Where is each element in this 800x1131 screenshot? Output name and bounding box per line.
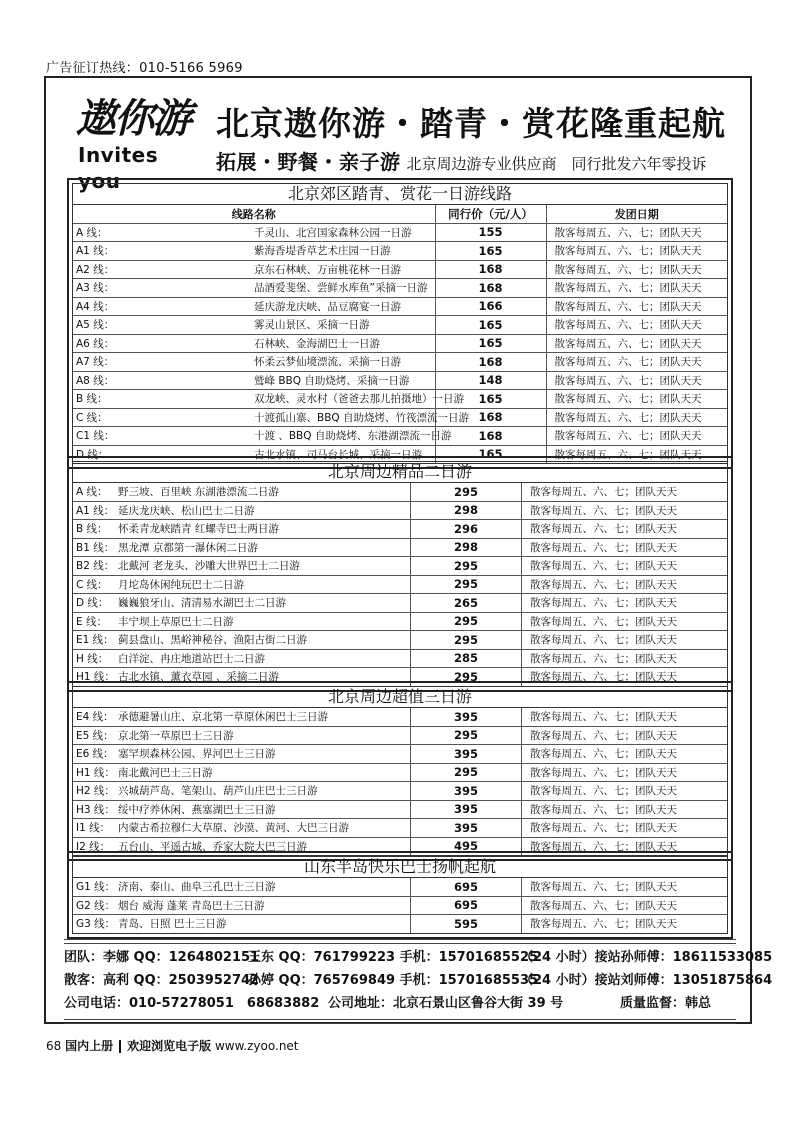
route-code: H2 线： bbox=[73, 782, 118, 801]
route-price: 295 bbox=[411, 612, 522, 631]
table-row bbox=[73, 279, 727, 298]
table-row bbox=[73, 371, 727, 390]
departure-dates: 散客每周五、六、七；团队天天 bbox=[546, 279, 727, 298]
departure-dates: 散客每周五、六、七；团队天天 bbox=[522, 483, 728, 501]
table-row bbox=[73, 501, 727, 520]
section-title: 山东半岛快乐巴士扬帆起航 bbox=[73, 857, 727, 878]
route-section bbox=[67, 681, 733, 861]
route-price: 395 bbox=[411, 708, 522, 726]
route-price: 165 bbox=[435, 316, 546, 335]
column-header-dates: 发团日期 bbox=[546, 205, 727, 223]
brand-name-cn: 遨你游 bbox=[76, 95, 190, 142]
route-price: 495 bbox=[411, 837, 522, 855]
route-code: A1 线： bbox=[73, 501, 118, 520]
page-number: 68 bbox=[46, 1039, 62, 1053]
route-section bbox=[67, 178, 733, 469]
route-section-inner bbox=[72, 461, 728, 687]
route-price: 165 bbox=[435, 445, 546, 463]
route-price: 395 bbox=[411, 782, 522, 801]
route-price: 295 bbox=[411, 557, 522, 576]
route-code: D 线： bbox=[73, 594, 118, 613]
departure-dates: 散客每周五、六、七；团队天天 bbox=[522, 763, 728, 782]
departure-dates: 散客每周五、六、七；团队天天 bbox=[546, 297, 727, 316]
contact-team-second: 王东 QQ：761799223 手机：15701685525 bbox=[248, 950, 539, 965]
route-price: 155 bbox=[435, 223, 546, 242]
route-code: E4 线： bbox=[73, 708, 118, 726]
route-table bbox=[73, 708, 727, 855]
departure-dates: 散客每周五、六、七；团队天天 bbox=[546, 445, 727, 463]
route-name: 京北第一草原巴士三日游 bbox=[118, 726, 411, 745]
route-price: 165 bbox=[435, 334, 546, 353]
route-name: 延庆龙庆峡、松山巴士二日游 bbox=[118, 501, 411, 520]
footer-url[interactable]: www.zyoo.net bbox=[214, 1039, 299, 1053]
route-price: 595 bbox=[411, 915, 522, 933]
table-row bbox=[73, 408, 727, 427]
table-row bbox=[73, 612, 727, 631]
route-code: A8 线： bbox=[73, 371, 254, 390]
route-name: 月坨岛休闲纯玩巴士二日游 bbox=[118, 575, 411, 594]
brand-logo bbox=[76, 95, 206, 193]
table-row bbox=[73, 878, 727, 896]
table-row bbox=[73, 594, 727, 613]
brand-name-en: Invites you bbox=[78, 143, 159, 193]
route-code: A7 线： bbox=[73, 353, 254, 372]
route-name: 怀柔云梦仙境漂流、采摘一日游 bbox=[254, 353, 435, 372]
route-code: C 线： bbox=[73, 575, 118, 594]
departure-dates: 散客每周五、六、七；团队天天 bbox=[522, 501, 728, 520]
route-price: 165 bbox=[435, 390, 546, 409]
route-name: 烟台 威海 蓬莱 青岛巴士三日游 bbox=[118, 896, 411, 915]
departure-dates: 散客每周五、六、七；团队天天 bbox=[522, 708, 728, 726]
route-code: E 线： bbox=[73, 612, 118, 631]
divider-bottom bbox=[64, 1019, 736, 1024]
table-row bbox=[73, 427, 727, 446]
route-section bbox=[67, 851, 733, 939]
contact-team-pickup: （24 小时）接站孙师傅：18611533085 bbox=[520, 950, 773, 965]
route-price: 168 bbox=[435, 353, 546, 372]
route-price: 695 bbox=[411, 878, 522, 896]
route-name: 十渡孤山寨、BBQ 自助烧烤、竹筏漂流一日游 bbox=[254, 408, 435, 427]
route-section-inner bbox=[72, 856, 728, 934]
table-row bbox=[73, 353, 727, 372]
route-code: A4 线： bbox=[73, 297, 254, 316]
route-code: I2 线： bbox=[76, 840, 111, 853]
departure-dates: 散客每周五、六、七；团队天天 bbox=[522, 896, 728, 915]
route-price: 265 bbox=[411, 594, 522, 613]
route-section bbox=[67, 456, 733, 692]
table-row bbox=[73, 726, 727, 745]
route-name: 千灵山、北宫国家森林公园一日游 bbox=[254, 223, 435, 242]
route-code: G2 线： bbox=[73, 896, 118, 915]
departure-dates: 散客每周五、六、七；团队天天 bbox=[522, 800, 728, 819]
route-name: 古北水镇、司马台长城、采摘一日游 bbox=[254, 448, 422, 461]
route-price: 168 bbox=[435, 427, 546, 446]
departure-dates: 散客每周五、六、七；团队天天 bbox=[522, 538, 728, 557]
subheadline-text: 北京周边游专业供应商 同行批发六年零投诉 bbox=[406, 155, 707, 173]
table-row bbox=[73, 745, 727, 764]
departure-dates: 散客每周五、六、七；团队天天 bbox=[546, 260, 727, 279]
route-name: 黑龙潭 京都第一瀑休闲二日游 bbox=[118, 538, 411, 557]
route-code: A2 线： bbox=[73, 260, 254, 279]
departure-dates: 散客每周五、六、七；团队天天 bbox=[546, 390, 727, 409]
footer-slogan: 欢迎浏览电子版 bbox=[127, 1039, 212, 1053]
departure-dates: 散客每周五、六、七；团队天天 bbox=[522, 782, 728, 801]
route-code: C1 线： bbox=[73, 427, 254, 446]
table-row bbox=[73, 242, 727, 261]
headline: 北京遨你游・踏青・赏花隆重起航 bbox=[216, 104, 726, 143]
route-code: A1 线： bbox=[73, 242, 254, 261]
route-price: 298 bbox=[411, 501, 522, 520]
footer-separator bbox=[119, 1040, 121, 1053]
route-price: 395 bbox=[411, 819, 522, 838]
ad-frame bbox=[44, 76, 773, 1024]
route-name: 济南、泰山、曲阜三孔巴士三日游 bbox=[118, 878, 411, 896]
route-name: 野三坡、百里峡 东湖港漂流二日游 bbox=[118, 483, 411, 501]
route-name: 内蒙古希拉穆仁大草原、沙漠、黄河、大巴三日游 bbox=[118, 819, 411, 838]
table-row bbox=[73, 520, 727, 539]
contact-individual-pickup: （24 小时）接站刘师傅：13051875864 bbox=[520, 973, 773, 988]
route-code: H1 线： bbox=[73, 763, 118, 782]
route-name: 双龙峡、灵水村（爸爸去那儿拍摄地）一日游 bbox=[254, 390, 435, 409]
route-code: A6 线： bbox=[73, 334, 254, 353]
section-title: 北京周边精品二日游 bbox=[73, 462, 727, 483]
route-price: 285 bbox=[411, 649, 522, 668]
route-code: D 线： bbox=[76, 448, 109, 461]
departure-dates: 散客每周五、六、七；团队天天 bbox=[546, 223, 727, 242]
route-code: B1 线： bbox=[73, 538, 118, 557]
table-row bbox=[73, 390, 727, 409]
departure-dates: 散客每周五、六、七；团队天天 bbox=[522, 668, 728, 686]
ad-hotline: 广告征订热线：010-5166 5969 bbox=[46, 61, 243, 76]
departure-dates: 散客每周五、六、七；团队天天 bbox=[546, 371, 727, 390]
table-row bbox=[73, 575, 727, 594]
route-code: G3 线： bbox=[76, 918, 116, 931]
departure-dates: 散客每周五、六、七；团队天天 bbox=[522, 819, 728, 838]
table-row bbox=[73, 800, 727, 819]
departure-dates: 散客每周五、六、七；团队天天 bbox=[546, 316, 727, 335]
route-name: 雾灵山景区、采摘一日游 bbox=[254, 316, 435, 335]
route-price: 695 bbox=[411, 896, 522, 915]
route-code: H1 线： bbox=[76, 671, 115, 684]
table-row bbox=[73, 896, 727, 915]
route-code: A5 线： bbox=[73, 316, 254, 335]
route-name: 怀柔青龙峡踏青 红螺寺巴士两日游 bbox=[118, 520, 411, 539]
departure-dates: 散客每周五、六、七；团队天天 bbox=[522, 594, 728, 613]
route-price: 295 bbox=[411, 763, 522, 782]
table-row bbox=[73, 631, 727, 650]
table-row bbox=[73, 915, 727, 933]
route-code: A 线： bbox=[73, 223, 254, 242]
route-name: 塞罕坝森林公园、界河巴士三日游 bbox=[118, 745, 411, 764]
route-table bbox=[73, 205, 727, 463]
route-price: 168 bbox=[435, 408, 546, 427]
route-name: 兴城葫芦岛、笔架山、葫芦山庄巴士三日游 bbox=[118, 782, 411, 801]
departure-dates: 散客每周五、六、七；团队天天 bbox=[522, 837, 728, 855]
subheadline bbox=[216, 146, 707, 175]
section-title: 北京周边超值三日游 bbox=[73, 687, 727, 708]
route-section-inner bbox=[72, 183, 728, 464]
departure-dates: 散客每周五、六、七；团队天天 bbox=[522, 915, 728, 933]
company-phone: 公司电话：010-57278051 68683882 bbox=[64, 996, 320, 1011]
section-title: 北京郊区踏青、赏花一日游线路 bbox=[73, 184, 727, 205]
route-name: 北戴河 老龙头、沙雕大世界巴士二日游 bbox=[118, 557, 411, 576]
departure-dates: 散客每周五、六、七；团队天天 bbox=[522, 726, 728, 745]
divider-top bbox=[64, 939, 736, 944]
route-name: 绥中疗养休闲、燕塞湖巴士三日游 bbox=[118, 800, 411, 819]
route-section-inner bbox=[72, 686, 728, 856]
route-name: 紫海香堤香草艺术庄园一日游 bbox=[254, 242, 435, 261]
route-price: 165 bbox=[435, 242, 546, 261]
table-row bbox=[73, 223, 727, 242]
departure-dates: 散客每周五、六、七；团队天天 bbox=[546, 353, 727, 372]
route-name: 白洋淀、冉庄地道站巴士二日游 bbox=[118, 649, 411, 668]
route-name: 石林峡、金海湖巴士一日游 bbox=[254, 334, 435, 353]
contact-individual-person: 散客：高利 QQ：2503952742 bbox=[64, 973, 260, 988]
route-code: E5 线： bbox=[73, 726, 118, 745]
departure-dates: 散客每周五、六、七；团队天天 bbox=[522, 878, 728, 896]
table-row bbox=[73, 483, 727, 501]
route-code: C 线： bbox=[73, 408, 254, 427]
route-name: 十渡 、BBQ 自助烧烤、东港湖漂流一日游 bbox=[254, 427, 435, 446]
route-price: 168 bbox=[435, 260, 546, 279]
table-row bbox=[73, 538, 727, 557]
route-table bbox=[73, 483, 727, 686]
subheadline-activities: 拓展・野餐・亲子游 bbox=[216, 150, 401, 174]
contact-individual-second: 孙婷 QQ：765769849 手机：15701685535 bbox=[248, 973, 539, 988]
route-name: 鹫峰 BBQ 自助烧烤、采摘一日游 bbox=[254, 371, 435, 390]
route-price: 295 bbox=[411, 483, 522, 501]
route-price: 166 bbox=[435, 297, 546, 316]
quality-supervision: 质量监督：韩总 bbox=[620, 996, 712, 1011]
route-name: 品酒爱斐堡、尝鲜水库鱼”采摘一日游 bbox=[254, 279, 435, 298]
route-code: H 线： bbox=[73, 649, 118, 668]
route-price: 148 bbox=[435, 371, 546, 390]
contact-row-company bbox=[64, 993, 736, 1015]
table-row bbox=[73, 334, 727, 353]
departure-dates: 散客每周五、六、七；团队天天 bbox=[522, 745, 728, 764]
departure-dates: 散客每周五、六、七；团队天天 bbox=[522, 631, 728, 650]
route-code: B 线： bbox=[73, 390, 254, 409]
route-code: B 线： bbox=[73, 520, 118, 539]
route-price: 296 bbox=[411, 520, 522, 539]
route-code: E6 线： bbox=[73, 745, 118, 764]
route-name: 青岛、日照 巴士三日游 bbox=[118, 918, 227, 931]
column-header-price: 同行价（元/人） bbox=[435, 205, 546, 223]
table-header-row bbox=[73, 205, 727, 223]
table-row bbox=[73, 763, 727, 782]
departure-dates: 散客每周五、六、七；团队天天 bbox=[546, 408, 727, 427]
route-name: 南北戴河巴士三日游 bbox=[118, 763, 411, 782]
route-name: 古北水镇、薰衣草园 、采摘二日游 bbox=[118, 671, 279, 684]
table-row bbox=[73, 782, 727, 801]
table-row bbox=[73, 649, 727, 668]
departure-dates: 散客每周五、六、七；团队天天 bbox=[522, 649, 728, 668]
table-row bbox=[73, 708, 727, 726]
contact-row-team bbox=[64, 947, 773, 969]
route-name: 五台山、平遥古城、乔家大院大巴三日游 bbox=[118, 840, 307, 853]
departure-dates: 散客每周五、六、七；团队天天 bbox=[546, 427, 727, 446]
route-price: 298 bbox=[411, 538, 522, 557]
route-code: G1 线： bbox=[73, 878, 118, 896]
departure-dates: 散客每周五、六、七；团队天天 bbox=[522, 575, 728, 594]
route-code: E1 线： bbox=[73, 631, 118, 650]
departure-dates: 散客每周五、六、七；团队天天 bbox=[546, 242, 727, 261]
route-name: 丰宁坝上草原巴士二日游 bbox=[118, 612, 411, 631]
table-row bbox=[73, 557, 727, 576]
route-name: 承德避暑山庄、京北第一草原休闲巴士三日游 bbox=[118, 708, 411, 726]
contact-row-individual bbox=[64, 970, 773, 992]
footer-section: 国内上册 bbox=[65, 1039, 114, 1053]
route-name: 巍巍狼牙山、清清易水湖巴士二日游 bbox=[118, 594, 411, 613]
departure-dates: 散客每周五、六、七；团队天天 bbox=[522, 557, 728, 576]
page-footer bbox=[46, 1037, 299, 1054]
route-price: 168 bbox=[435, 279, 546, 298]
route-price: 295 bbox=[411, 668, 522, 686]
route-code: B2 线： bbox=[73, 557, 118, 576]
route-code: H3 线： bbox=[73, 800, 118, 819]
route-price: 395 bbox=[411, 745, 522, 764]
column-header-route: 线路名称 bbox=[73, 205, 435, 223]
route-price: 295 bbox=[411, 726, 522, 745]
route-code: I1 线： bbox=[73, 819, 118, 838]
route-code: A3 线： bbox=[73, 279, 254, 298]
departure-dates: 散客每周五、六、七；团队天天 bbox=[546, 334, 727, 353]
table-row bbox=[73, 316, 727, 335]
route-code: A 线： bbox=[73, 483, 118, 501]
departure-dates: 散客每周五、六、七；团队天天 bbox=[522, 520, 728, 539]
table-row bbox=[73, 819, 727, 838]
contact-team-person: 团队：李娜 QQ：1264802151 bbox=[64, 950, 260, 965]
route-price: 395 bbox=[411, 800, 522, 819]
route-name: 延庆游龙庆峡、品豆腐宴一日游 bbox=[254, 297, 435, 316]
route-name: 蓟县盘山、黑峪神秘谷、渔阳古街二日游 bbox=[118, 631, 411, 650]
departure-dates: 散客每周五、六、七；团队天天 bbox=[522, 612, 728, 631]
table-row bbox=[73, 297, 727, 316]
table-row bbox=[73, 260, 727, 279]
company-address: 公司地址：北京石景山区鲁谷大街 39 号 bbox=[328, 996, 564, 1011]
route-name: 京东石林峡、万亩桃花林一日游 bbox=[254, 260, 435, 279]
route-price: 295 bbox=[411, 575, 522, 594]
route-price: 295 bbox=[411, 631, 522, 650]
route-table bbox=[73, 878, 727, 933]
